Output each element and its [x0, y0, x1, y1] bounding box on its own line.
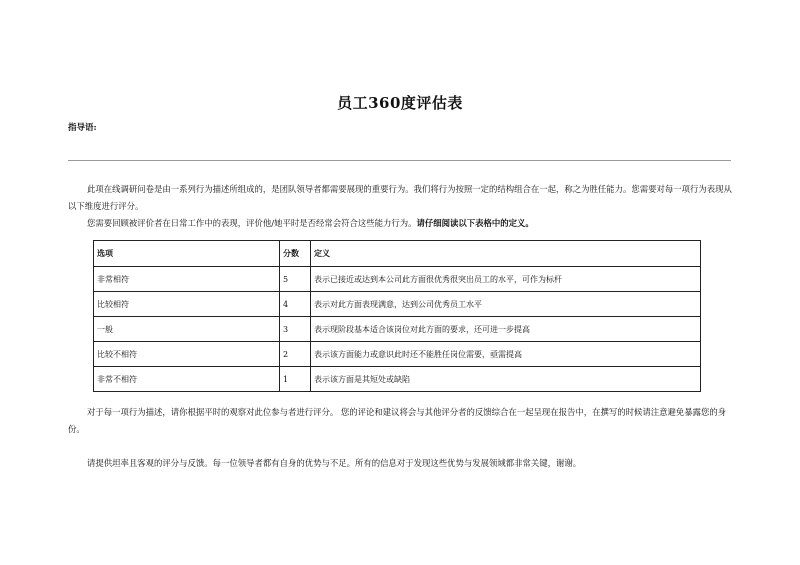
row-score: 4	[280, 292, 311, 317]
row-definition: 表示该方面能力或意识此时还不能胜任岗位需要，亟需提高	[311, 342, 701, 367]
header-definition: 定义	[311, 241, 701, 267]
row-score: 3	[280, 317, 311, 342]
row-definition: 表示现阶段基本适合该岗位对此方面的要求，还可进一步提高	[311, 317, 701, 342]
header-option: 选项	[94, 241, 280, 267]
rating-definition-table	[93, 240, 701, 392]
row-definition: 表示对此方面表现满意，达到公司优秀员工水平	[311, 292, 701, 317]
divider	[68, 160, 731, 161]
table-row	[94, 292, 701, 317]
outro-paragraph-1: 对于每一项行为描述，请你根据平时的观察对此位参与者进行评分。 您的评论和建议将会与其他评分者的反馈综合在一起呈现在报告中，在撰写的时候请注意避免暴露您的身份。	[68, 407, 727, 434]
intro-paragraph-2-emphasis: 请仔细阅读以下表格中的定义。	[416, 218, 534, 228]
row-option: 非常相符	[94, 267, 280, 292]
row-option: 一般	[94, 317, 280, 342]
table-row	[94, 317, 701, 342]
table-row	[94, 342, 701, 367]
table-header-row	[94, 241, 701, 267]
row-score: 5	[280, 267, 311, 292]
intro-paragraph-1: 此项在线调研问卷是由一系列行为描述所组成的，是团队领导者都需要展现的重要行为。我们将行为按照一定的结构组合在一起，称之为胜任能力。您需要对每一项行为表现从以下维度进行评分。	[68, 184, 732, 211]
row-definition: 表示已接近或达到本公司此方面很优秀很突出员工的水平，可作为标杆	[311, 267, 701, 292]
row-definition: 表示该方面是其短处或缺陷	[311, 367, 701, 392]
row-score: 1	[280, 367, 311, 392]
row-score: 2	[280, 342, 311, 367]
row-option: 比较相符	[94, 292, 280, 317]
page-title: 员工360度评估表	[337, 94, 463, 112]
guide-label: 指导语:	[68, 123, 97, 133]
intro-paragraph-2	[68, 215, 733, 232]
row-option: 比较不相符	[94, 342, 280, 367]
table-row	[94, 367, 701, 392]
outro-paragraph-2: 请提供坦率且客观的评分与反馈。每一位领导者都有自身的优势与不足。所有的信息对于发现这些优势与发展领域都非常关键，谢谢。	[87, 458, 582, 468]
table-row	[94, 267, 701, 292]
intro-paragraph-2-text: 您需要回顾被评价者在日常工作中的表现，评价他/她平时是否经常会符合这些能力行为。	[87, 218, 417, 228]
row-option: 非常不相符	[94, 367, 280, 392]
header-score: 分数	[280, 241, 311, 267]
